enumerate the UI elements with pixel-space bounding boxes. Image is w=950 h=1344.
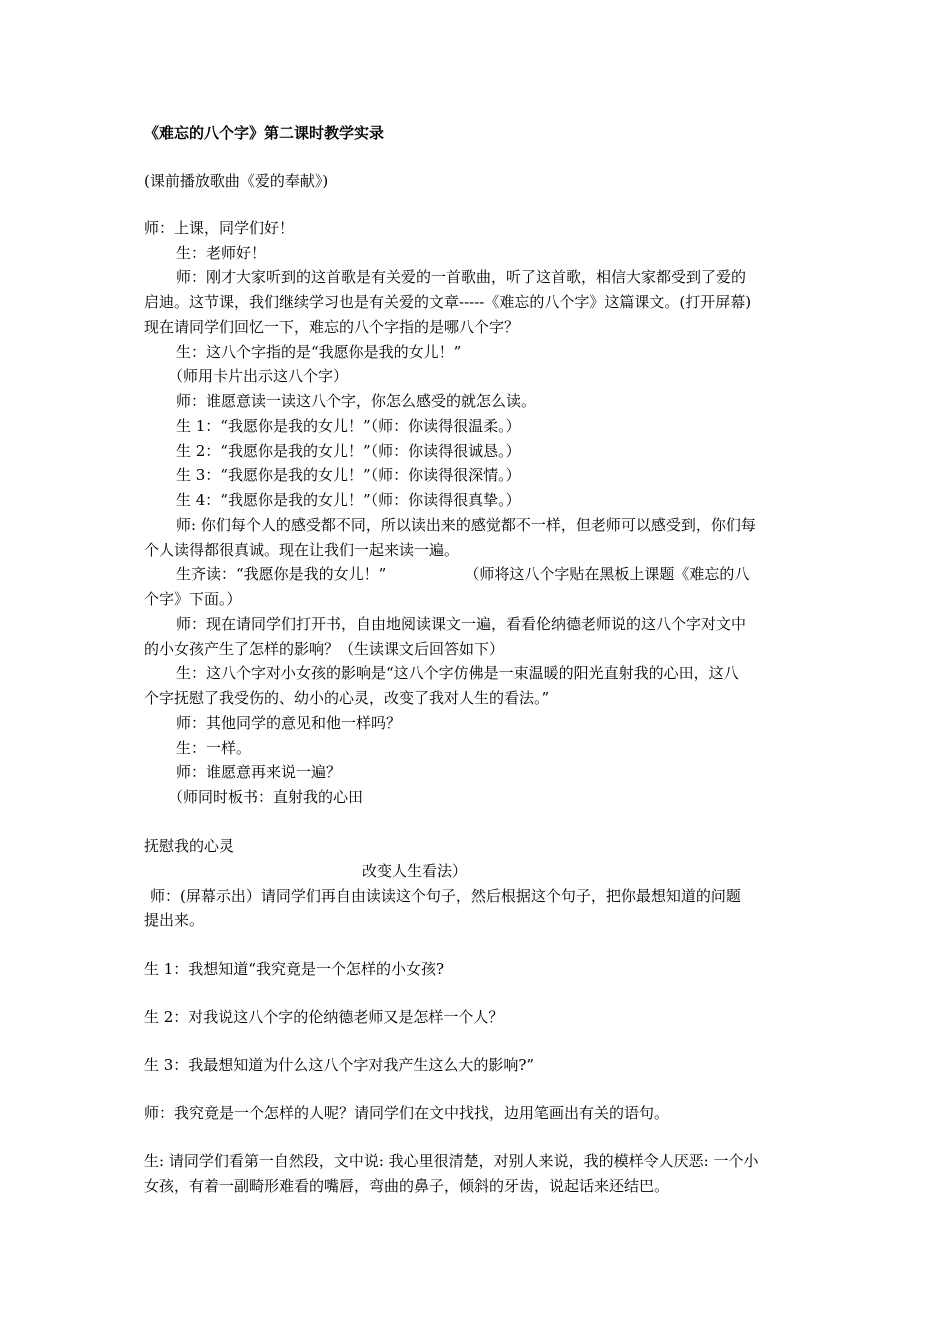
text-line: 师：谁愿意再来说一遍？ [176, 763, 342, 781]
text-line: 师：(屏幕示出）请同学们再自由读读这个句子，然后根据这个句子，把你最想知道的问题 [150, 887, 741, 905]
text-segment: 生齐读：“我愿你是我的女儿！” [176, 565, 387, 583]
text-line: 生：这八个字对小女孩的影响是“这八个字仿佛是一束温暖的阳光直射我的心田，这八 [176, 664, 739, 682]
text-line: 现在请同学们回忆一下，难忘的八个字指的是哪八个字？ [144, 318, 520, 336]
text-line: 的小女孩产生了怎样的影响？（生读课文后回答如下） [144, 640, 505, 658]
text-line: 师：我究竟是一个怎样的人呢？请同学们在文中找找，边用笔画出有关的语句。 [144, 1104, 670, 1122]
text-line: （师同时板书：直射我的心田 [168, 788, 364, 806]
text-line: 生 3：我最想知道为什么这八个字对我产生这么大的影响?” [144, 1056, 535, 1074]
text-line: 师：其他同学的意见和他一样吗？ [176, 714, 402, 732]
text-line [176, 562, 749, 586]
text-line: 生：老师好！ [176, 244, 267, 262]
text-line: 生 3：“我愿你是我的女儿！”（师：你读得很深情。） [176, 466, 521, 484]
text-line: 师：上课，同学们好！ [144, 219, 295, 237]
text-line: 个字抚慰了我受伤的、幼小的心灵，改变了我对人生的看法。” [144, 689, 550, 707]
text-line: 生 4：“我愿你是我的女儿！”（师：你读得很真挚。） [176, 491, 521, 509]
text-line: 师：谁愿意读一读这八个字，你怎么感受的就怎么读。 [176, 392, 537, 410]
text-line: 生 2：对我说这八个字的伦纳德老师又是怎样一个人？ [144, 1008, 504, 1026]
text-line: 个人读得都很真诚。现在让我们一起来读一遍。 [144, 541, 460, 559]
text-line: 提出来。 [144, 911, 205, 929]
text-line: 生 1：我想知道“我究竟是一个怎样的小女孩? [144, 960, 445, 978]
text-line: 师：刚才大家听到的这首歌是有关爱的一首歌曲，听了这首歌，相信大家都受到了爱的 [176, 268, 747, 286]
text-line: 生 2：“我愿你是我的女儿！”（师：你读得很诚恳。） [176, 442, 521, 460]
text-line: 生：这八个字指的是“我愿你是我的女儿！” [176, 343, 462, 361]
text-line: 生: 请同学们看第一自然段，文中说: 我心里很清楚，对别人来说，我的模样令人厌恶: 一个小 [144, 1152, 759, 1170]
text-line: 师: 你们每个人的感受都不同，所以读出来的感觉都不一样，但老师可以感受到，你们每 [176, 516, 756, 534]
text-line: 启迪。这节课，我们继续学习也是有关爱的文章-----《难忘的八个字》这篇课文。(打开屏幕) [144, 293, 752, 311]
text-line: 抚慰我的心灵 [144, 837, 235, 855]
text-line: 师：现在请同学们打开书，自由地阅读课文一遍，看看伦纳德老师说的这八个字对文中 [176, 615, 747, 633]
text-line: 生 1：“我愿你是我的女儿！”（师：你读得很温柔。） [176, 417, 521, 435]
document-title: 《难忘的八个字》第二课时教学实录 [144, 124, 385, 142]
text-line: 女孩，有着一副畸形难看的嘴唇，弯曲的鼻子，倾斜的牙齿，说起话来还结巴。 [144, 1177, 670, 1195]
text-segment: （师将这八个字贴在黑板上课题《难忘的八 [464, 565, 750, 583]
text-line: （师用卡片出示这八个字） [168, 367, 349, 385]
text-line: 生：一样。 [176, 739, 252, 757]
text-line: 个字》下面。） [144, 590, 242, 608]
text-line: 改变人生看法） [362, 862, 468, 880]
text-line: (课前播放歌曲《爱的奉献》) [144, 172, 329, 190]
